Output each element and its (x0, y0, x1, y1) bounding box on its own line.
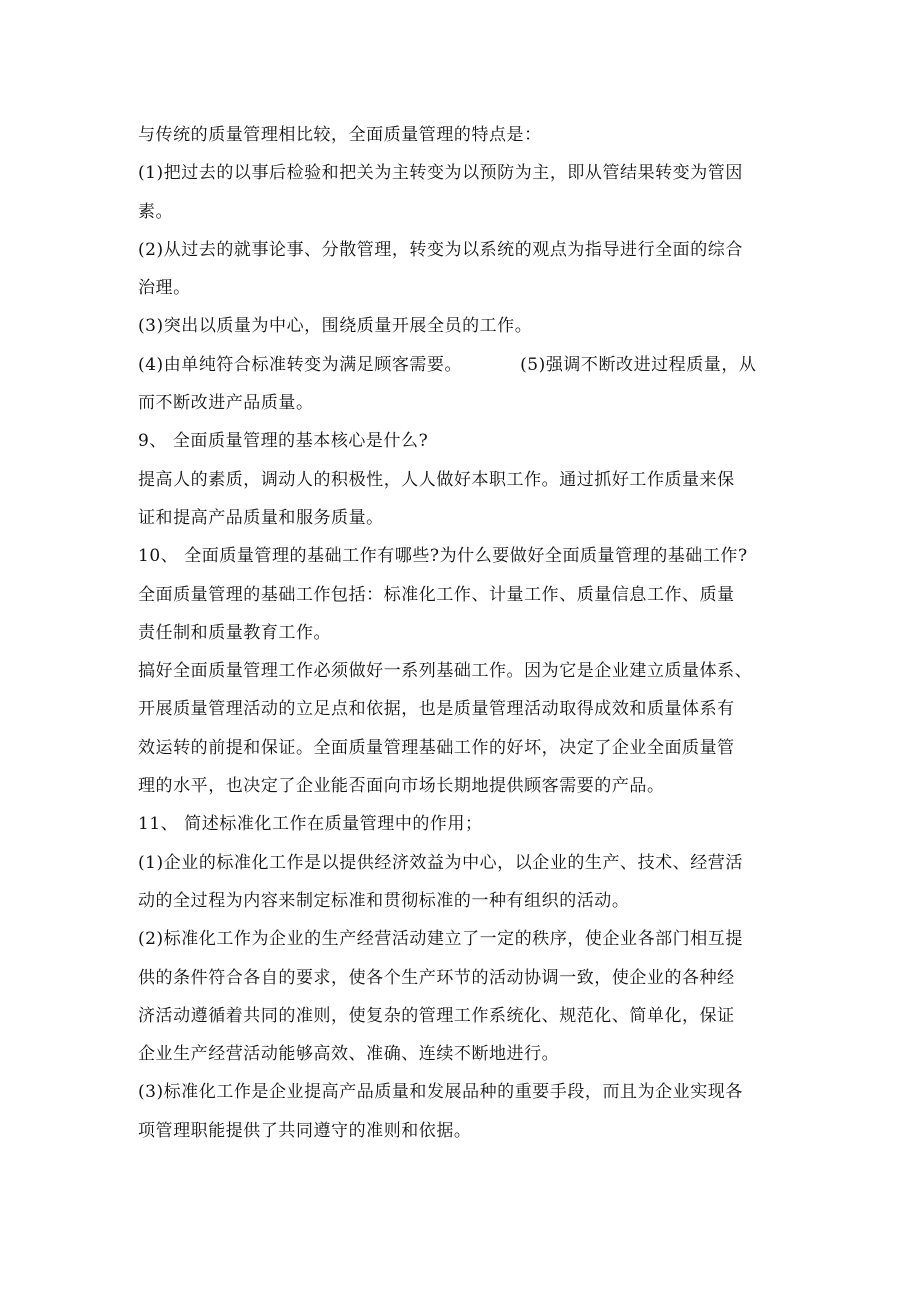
text-line: 理的水平，也决定了企业能否面向市场长期地提供顾客需要的产品。 (138, 776, 665, 797)
text-line: 开展质量管理活动的立足点和依据，也是质量管理活动取得成效和质量体系有 (138, 699, 735, 720)
text-line: 与传统的质量管理相比较，全面质量管理的特点是： (138, 125, 542, 145)
question-heading: 11、 简述标准化工作在质量管理中的作用； (138, 814, 483, 835)
text-line: 责任制和质量教育工作。 (138, 622, 332, 643)
text-line: 证和提高产品质量和服务质量。 (138, 507, 384, 528)
text-line: 企业生产经营活动能够高效、准确、连续不断地进行。 (138, 1044, 560, 1065)
text-line: 动的全过程为内容来制定标准和贯彻标准的一种有组织的活动。 (138, 890, 630, 911)
text-line (138, 346, 784, 384)
text-segment: (4)由单纯符合标准转变为满足顾客需要。 (138, 354, 463, 375)
text-line: 济活动遵循着共同的准则，使复杂的管理工作系统化、规范化、简单化，保证 (138, 1005, 735, 1026)
text-line: (2)标准化工作为企业的生产经营活动建立了一定的秩序，使企业各部门相互提 (138, 929, 743, 950)
question-heading: 10、 全面质量管理的基础工作有哪些?为什么要做好全面质量管理的基础工作? (138, 546, 748, 567)
text-line: (1)把过去的以事后检验和把关为主转变为以预防为主，即从管结果转变为管因 (138, 163, 743, 184)
text-line: 全面质量管理的基础工作包括：标准化工作、计量工作、质量信息工作、质量 (138, 584, 735, 605)
text-line: 搞好全面质量管理工作必须做好一系列基础工作。因为它是企业建立质量体系、 (138, 661, 753, 682)
document-body (138, 116, 784, 1150)
text-line: 效运转的前提和保证。全面质量管理基础工作的好坏，决定了企业全面质量管 (138, 737, 735, 758)
question-heading: 9、 全面质量管理的基本核心是什么? (138, 431, 429, 452)
text-line: 治理。 (138, 278, 191, 299)
text-line: 提高人的素质，调动人的积极性，人人做好本职工作。通过抓好工作质量来保 (138, 469, 735, 490)
text-line: 项管理职能提供了共同遵守的准则和依据。 (138, 1120, 472, 1141)
text-segment: (5)强调不断改进过程质量，从 (520, 354, 757, 375)
text-line: (1)企业的标准化工作是以提供经济效益为中心，以企业的生产、技术、经营活 (138, 852, 743, 873)
text-line: (3)标准化工作是企业提高产品质量和发展品种的重要手段，而且为企业实现各 (138, 1082, 743, 1103)
text-line: 而不断改进产品质量。 (138, 393, 314, 414)
text-line: (2)从过去的就事论事、分散管理，转变为以系统的观点为指导进行全面的综合 (138, 239, 743, 260)
text-line: 素。 (138, 201, 174, 222)
text-line: 供的条件符合各自的要求，使各个生产环节的活动协调一致，使企业的各种经 (138, 967, 735, 988)
text-line: (3)突出以质量为中心，围绕质量开展全员的工作。 (138, 316, 533, 337)
